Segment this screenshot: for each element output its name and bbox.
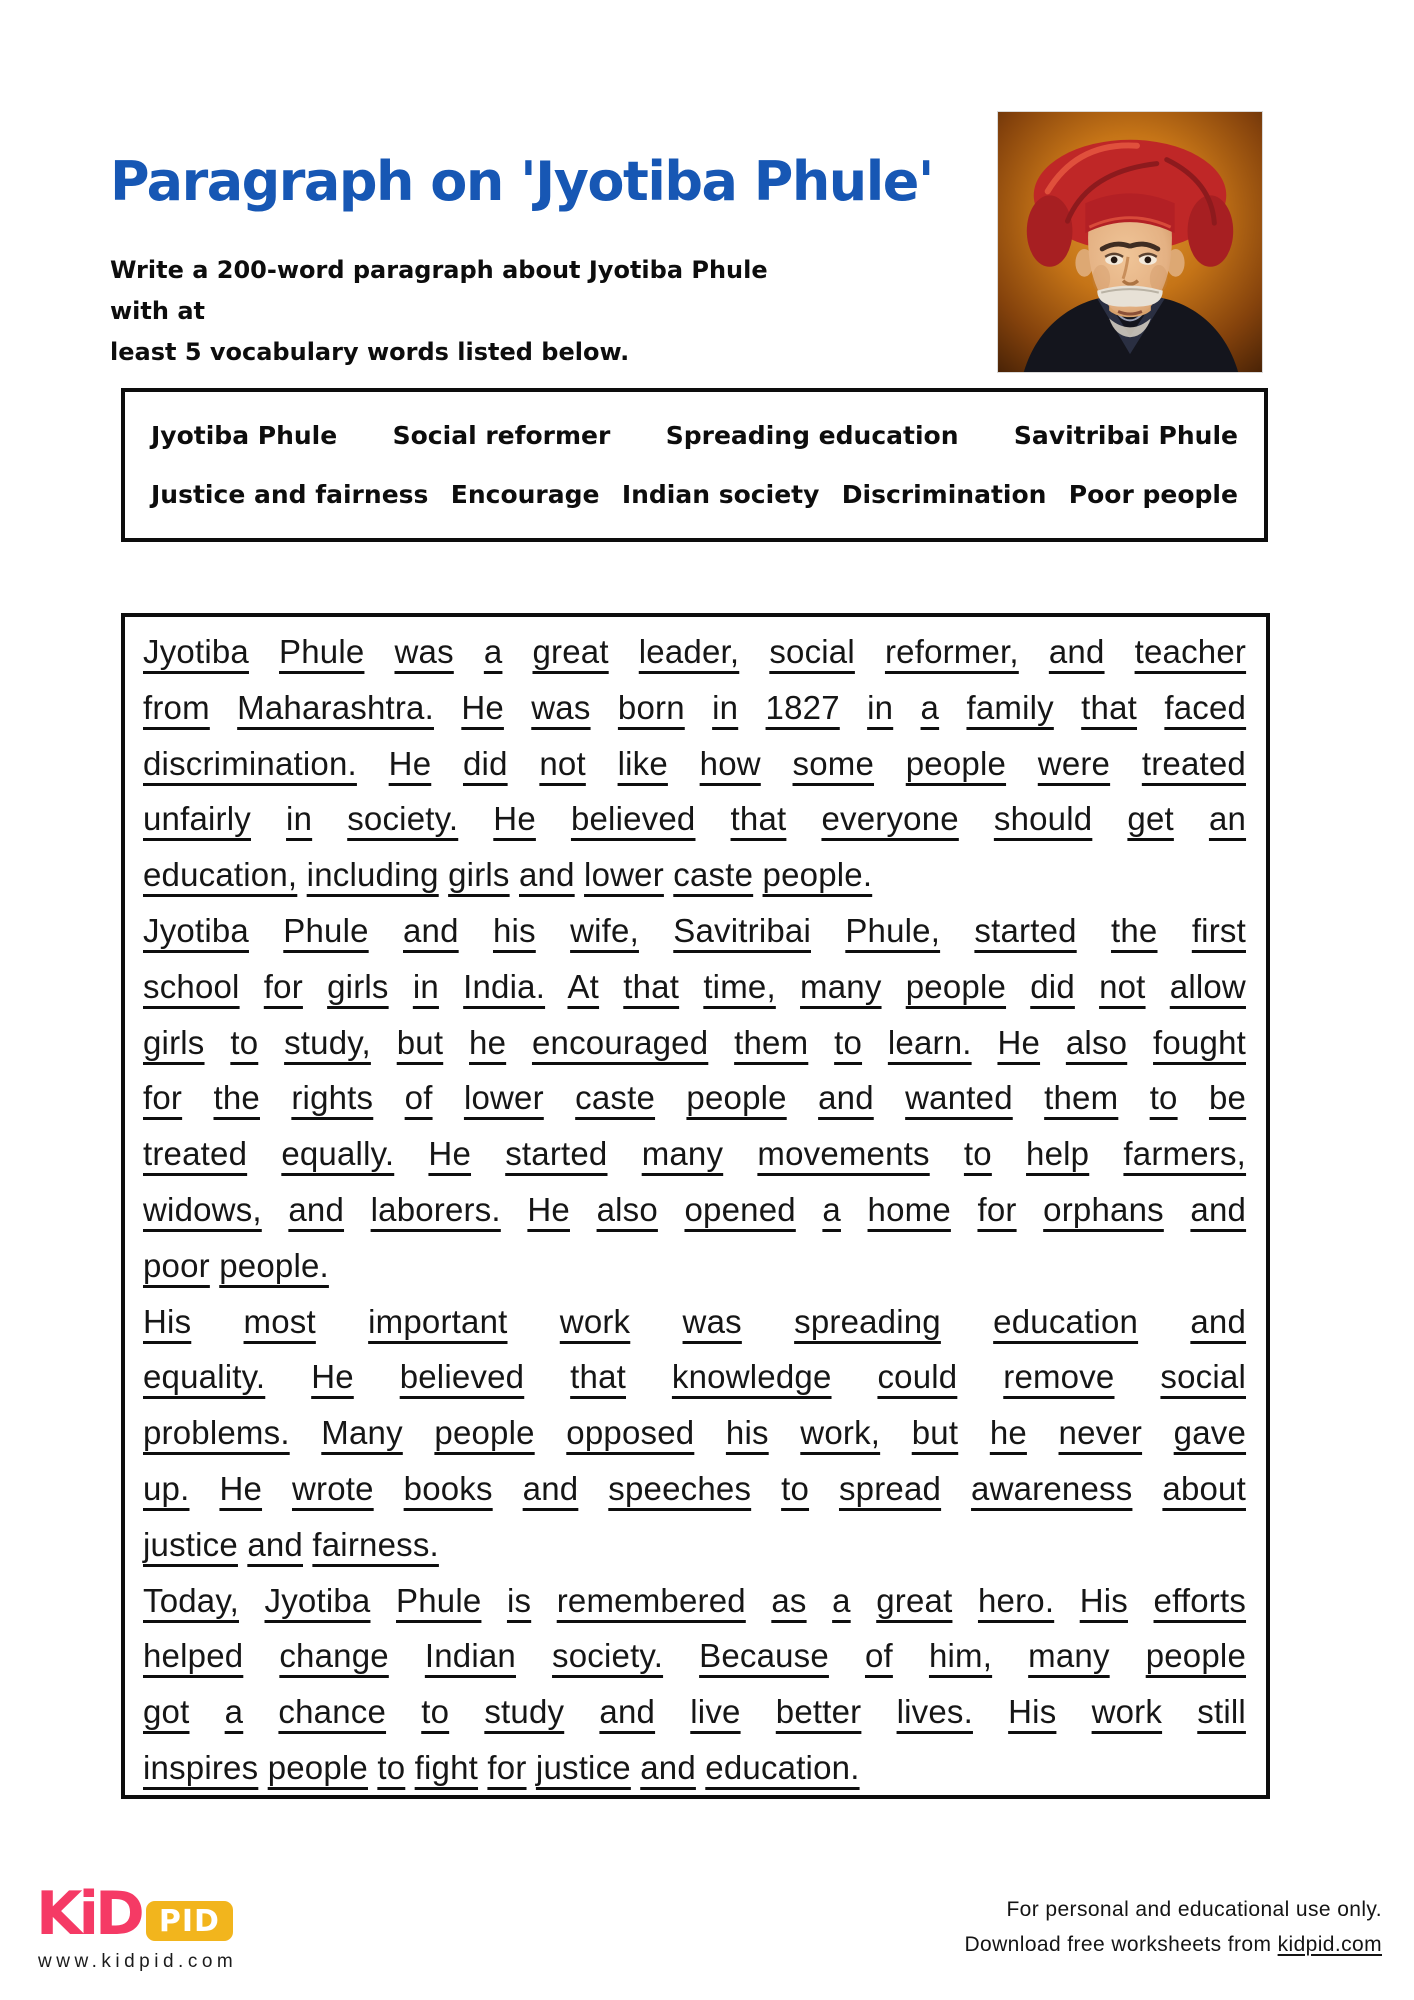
essay-word: treated [1141, 744, 1246, 782]
essay-word: encouraged [531, 1023, 709, 1061]
vocab-word: Spreading education [665, 421, 959, 451]
essay-word: equality. [143, 1358, 266, 1396]
essay-word: study [484, 1693, 565, 1731]
essay-word: school [143, 967, 240, 1005]
essay-word: get [1127, 800, 1174, 838]
essay-word: opposed [566, 1414, 695, 1452]
essay-word: fairness. [312, 1525, 439, 1563]
essay-word: for [977, 1190, 1017, 1228]
vocabulary-row-1 [151, 421, 1238, 450]
essay-word: but [396, 1023, 444, 1061]
essay-word: started [974, 911, 1077, 949]
essay-word: He [461, 688, 504, 726]
essay-word: he [989, 1414, 1027, 1452]
essay-word: that [730, 800, 787, 838]
essay-word: for [263, 967, 303, 1005]
essay-word: discrimination. [143, 744, 357, 782]
essay-line [143, 1238, 1246, 1294]
essay-word: Jyotiba [143, 911, 249, 949]
essay-word: His [1008, 1693, 1057, 1731]
essay-word: also [596, 1190, 658, 1228]
essay-word: and [403, 911, 459, 949]
essay-word: society. [347, 800, 459, 838]
essay-word: was [531, 688, 591, 726]
essay-word: He [219, 1469, 263, 1507]
essay-word: learn. [887, 1023, 972, 1061]
essay-word: to [421, 1693, 450, 1731]
essay-word: He [493, 800, 536, 838]
essay-word: Phule, [845, 911, 941, 949]
essay-word: His [143, 1302, 192, 1340]
essay-word: people [267, 1748, 368, 1786]
essay-word: caste [575, 1079, 656, 1117]
essay-word: how [699, 744, 761, 782]
essay-word: social [769, 633, 855, 670]
essay-word: allow [1169, 967, 1246, 1005]
kidpid-link[interactable]: kidpid.com [1277, 1933, 1382, 1956]
vocab-word: Social reformer [392, 421, 611, 451]
essay-word: and [1190, 1190, 1247, 1228]
essay-line [143, 1684, 1246, 1740]
essay-word: and [818, 1079, 874, 1117]
essay-word: justice [535, 1748, 631, 1786]
essay-word: books [403, 1469, 493, 1507]
vocab-word: Savitribai Phule [1013, 421, 1238, 451]
essay-word: a [483, 633, 503, 670]
essay-word: equally. [281, 1135, 395, 1173]
footer-note-line-2 [964, 1927, 1382, 1962]
essay-word: justice [143, 1525, 238, 1563]
essay-word: He [388, 744, 432, 782]
essay-word: work [1091, 1693, 1163, 1731]
essay-word: education, [143, 856, 298, 894]
essay-word: wife, [570, 911, 639, 949]
essay-word: some [792, 744, 875, 782]
essay-word: poor [143, 1246, 210, 1284]
essay-word: and [522, 1469, 579, 1507]
essay-word: society. [552, 1637, 664, 1675]
essay-word: spreading [794, 1302, 941, 1340]
essay-word: widows, [143, 1190, 262, 1228]
essay-word: of [864, 1637, 893, 1675]
essay-word: live [690, 1693, 741, 1731]
essay-word: Today, [143, 1581, 239, 1619]
essay-word: not [1099, 967, 1146, 1005]
essay-word: also [1065, 1023, 1128, 1061]
essay-word: gave [1173, 1414, 1247, 1452]
essay-word: believed [570, 800, 696, 838]
essay-word: Many [321, 1414, 403, 1452]
essay-word: At [567, 967, 600, 1005]
essay-line [143, 903, 1246, 959]
essay-word: 1827 [765, 688, 840, 726]
essay-word: a [224, 1693, 244, 1731]
essay-word: faced [1164, 688, 1247, 726]
essay-word: and [519, 856, 575, 894]
essay-word: girls [143, 1023, 205, 1061]
essay-line [143, 959, 1246, 1015]
essay-word: girls [448, 856, 510, 894]
essay-word: people [434, 1414, 535, 1452]
essay-word: social [1160, 1358, 1246, 1396]
essay-line [143, 1517, 1246, 1573]
essay-word: wrote [291, 1469, 374, 1507]
essay-word: He [997, 1023, 1041, 1061]
essay-word: is [506, 1581, 532, 1619]
essay-word: that [570, 1358, 626, 1396]
essay-word: study, [284, 1023, 371, 1061]
essay-word: caste [673, 856, 754, 894]
vocab-word: Discrimination [841, 479, 1047, 509]
essay-word: to [1149, 1079, 1178, 1117]
essay-word: should [993, 800, 1093, 838]
essay-word: family [966, 688, 1054, 726]
essay-word: a [822, 1190, 841, 1228]
essay-word: the [1111, 911, 1158, 949]
essay-word: home [867, 1190, 951, 1228]
essay-word: His [1079, 1581, 1128, 1619]
essay-word: reformer, [884, 633, 1019, 670]
essay-word: and [247, 1525, 303, 1563]
essay-word: inspires [143, 1748, 259, 1786]
vocab-word: Jyotiba Phule [151, 421, 338, 451]
essay-word: helped [143, 1637, 244, 1675]
vocabulary-row-2 [151, 480, 1238, 509]
portrait-illustration [998, 112, 1262, 372]
page-title: Paragraph on 'Jyotiba Phule' [110, 150, 933, 213]
essay-word: teacher [1134, 633, 1247, 670]
essay-word: to [834, 1023, 863, 1061]
essay-word: most [243, 1302, 316, 1340]
essay-word: and [599, 1693, 656, 1731]
essay-word: the [213, 1079, 260, 1117]
essay-word: spread [838, 1469, 942, 1507]
essay-word: never [1058, 1414, 1143, 1452]
essay-word: people [1145, 1637, 1246, 1675]
essay-word: remove [1003, 1358, 1115, 1396]
vocab-word: Encourage [450, 479, 600, 509]
essay-word: in [867, 688, 894, 726]
essay-word: people [905, 744, 1007, 782]
essay-word: better [775, 1693, 862, 1731]
essay-word: people [686, 1079, 787, 1117]
essay-word: them [734, 1023, 809, 1061]
essay-word: fight [414, 1748, 479, 1786]
essay-word: to [781, 1469, 810, 1507]
essay-word: and [640, 1748, 696, 1786]
vocab-word: Poor people [1068, 479, 1238, 509]
essay-word: unfairly [143, 800, 251, 838]
essay-word: many [800, 967, 882, 1005]
vocabulary-box [121, 388, 1268, 542]
essay-word: awareness [971, 1469, 1133, 1507]
essay-word: got [143, 1693, 190, 1731]
essay-word: his [725, 1414, 769, 1452]
essay-line [143, 1182, 1246, 1238]
essay-line [143, 1126, 1246, 1182]
essay-word: Because [699, 1637, 829, 1675]
essay-word: a [920, 688, 940, 726]
essay-line [143, 1461, 1246, 1517]
essay-line [143, 1070, 1246, 1126]
instructions-line-1: Write a 200-word paragraph about Jyotiba Phule with at [110, 256, 768, 325]
essay-word: in [712, 688, 739, 726]
essay-word: education [993, 1302, 1139, 1340]
essay-line [143, 680, 1246, 736]
logo-pid-badge [146, 1901, 233, 1941]
footer-note-line-1: For personal and educational use only. [1006, 1898, 1382, 1921]
essay-word: an [1208, 800, 1247, 838]
essay-word: time, [703, 967, 776, 1005]
essay-word: and [1048, 633, 1105, 670]
essay-line [143, 1015, 1246, 1071]
essay-word: was [682, 1302, 742, 1340]
essay-word: lives. [896, 1693, 973, 1731]
essay-word: great [876, 1581, 953, 1619]
logo-pid-text: PID [158, 1903, 220, 1939]
essay-word: movements [757, 1135, 930, 1173]
essay-word: opened [684, 1190, 796, 1228]
essay-word: change [279, 1637, 389, 1675]
essay-word: help [1026, 1135, 1090, 1173]
essay-line [143, 624, 1246, 680]
essay-word: up. [143, 1469, 190, 1507]
essay-word: to [230, 1023, 259, 1061]
essay-word: that [623, 967, 680, 1005]
essay-word: Phule [279, 633, 365, 670]
website-url: www.kidpid.com [38, 1951, 238, 1972]
essay-line [143, 1294, 1246, 1350]
essay-word: problems. [143, 1414, 290, 1452]
essay-line [143, 791, 1246, 847]
essay-word: from [143, 688, 210, 726]
essay-word: people. [762, 856, 873, 894]
essay-word: born [617, 688, 685, 726]
instructions [110, 250, 830, 373]
essay-word: started [505, 1135, 608, 1173]
essay-word: for [143, 1079, 183, 1117]
essay-word: his [492, 911, 536, 949]
essay-word: fought [1153, 1023, 1246, 1061]
essay-word: he [469, 1023, 507, 1061]
essay-line [143, 1349, 1246, 1405]
essay-word: many [641, 1135, 724, 1173]
essay-word: as [771, 1581, 807, 1619]
essay-line [143, 1740, 1246, 1796]
essay-word: could [877, 1358, 958, 1396]
essay-line [143, 736, 1246, 792]
essay-word: people. [219, 1246, 329, 1284]
essay-word: and [1190, 1302, 1247, 1340]
essay-word: that [1081, 688, 1138, 726]
essay-word: He [527, 1190, 570, 1228]
essay-word: were [1037, 744, 1111, 782]
essay-word: education. [705, 1748, 860, 1786]
essay-word: lower [463, 1079, 544, 1117]
essay-word: everyone [821, 800, 959, 838]
essay-word: but [911, 1414, 959, 1452]
essay-line [143, 1405, 1246, 1461]
essay-word: leader, [638, 633, 740, 670]
essay-word: treated [143, 1135, 248, 1173]
essay-word: them [1044, 1079, 1119, 1117]
essay-word: like [617, 744, 668, 782]
essay-box [121, 613, 1270, 1799]
essay-word: laborers. [370, 1190, 501, 1228]
essay-word: farmers, [1123, 1135, 1247, 1173]
vocab-word: Justice and fairness [151, 479, 429, 509]
essay-line [143, 1628, 1246, 1684]
essay-word: for [487, 1748, 527, 1786]
essay-word: be [1208, 1079, 1247, 1117]
essay-word: first [1191, 911, 1246, 949]
logo-kid-text: KiD [36, 1879, 141, 1949]
kidpid-logo [36, 1879, 233, 1949]
essay-line [143, 847, 1246, 903]
essay-word: hero. [977, 1581, 1055, 1619]
essay-word: people [905, 967, 1007, 1005]
essay-word: India. [463, 967, 546, 1005]
essay-word: Maharashtra. [237, 688, 434, 726]
essay-word: in [286, 800, 313, 838]
essay-word: great [532, 633, 609, 670]
essay-word: of [404, 1079, 433, 1117]
essay-word: him, [928, 1637, 993, 1675]
essay-word: Phule [283, 911, 369, 949]
essay-word: lower [584, 856, 664, 894]
essay-word: girls [327, 967, 389, 1005]
essay-word: still [1197, 1693, 1246, 1731]
essay-word: knowledge [671, 1358, 832, 1396]
essay-word: He [311, 1358, 354, 1396]
essay-word: to [377, 1748, 406, 1786]
essay-word: work [559, 1302, 631, 1340]
essay-word: Phule [396, 1581, 482, 1619]
essay-word: did [462, 744, 508, 782]
essay-word: efforts [1153, 1581, 1247, 1619]
essay-word: did [1030, 967, 1075, 1005]
essay-word: work, [800, 1414, 881, 1452]
essay-word: and [288, 1190, 345, 1228]
vocab-word: Indian society [621, 479, 820, 509]
essay-word: chance [278, 1693, 387, 1731]
essay-word: wanted [905, 1079, 1013, 1117]
essay-word: not [539, 744, 586, 782]
essay-line [143, 1573, 1246, 1629]
essay-word: orphans [1043, 1190, 1164, 1228]
essay-word: Jyotiba [143, 633, 249, 670]
essay-word: many [1028, 1637, 1110, 1675]
essay-word: a [832, 1581, 851, 1619]
essay-word: remembered [556, 1581, 746, 1619]
essay-word: including [306, 856, 439, 894]
essay-word: to [963, 1135, 992, 1173]
essay-word: important [368, 1302, 508, 1340]
instructions-line-2: least 5 vocabulary words listed below. [110, 338, 630, 366]
essay-word: in [412, 967, 439, 1005]
essay-word: rights [291, 1079, 374, 1117]
jyotiba-phule-portrait-image [997, 111, 1263, 373]
essay-word: believed [399, 1358, 525, 1396]
essay-word: Indian [424, 1637, 516, 1675]
essay-word: was [394, 633, 454, 670]
essay-word: Jyotiba [264, 1581, 371, 1619]
essay-word: Savitribai [673, 911, 811, 949]
essay-word: speeches [608, 1469, 752, 1507]
essay-word: He [428, 1135, 472, 1173]
footer-note [964, 1892, 1382, 1962]
footer-note-line-2-text: Download free worksheets from [964, 1933, 1278, 1956]
essay-word: about [1162, 1469, 1246, 1507]
